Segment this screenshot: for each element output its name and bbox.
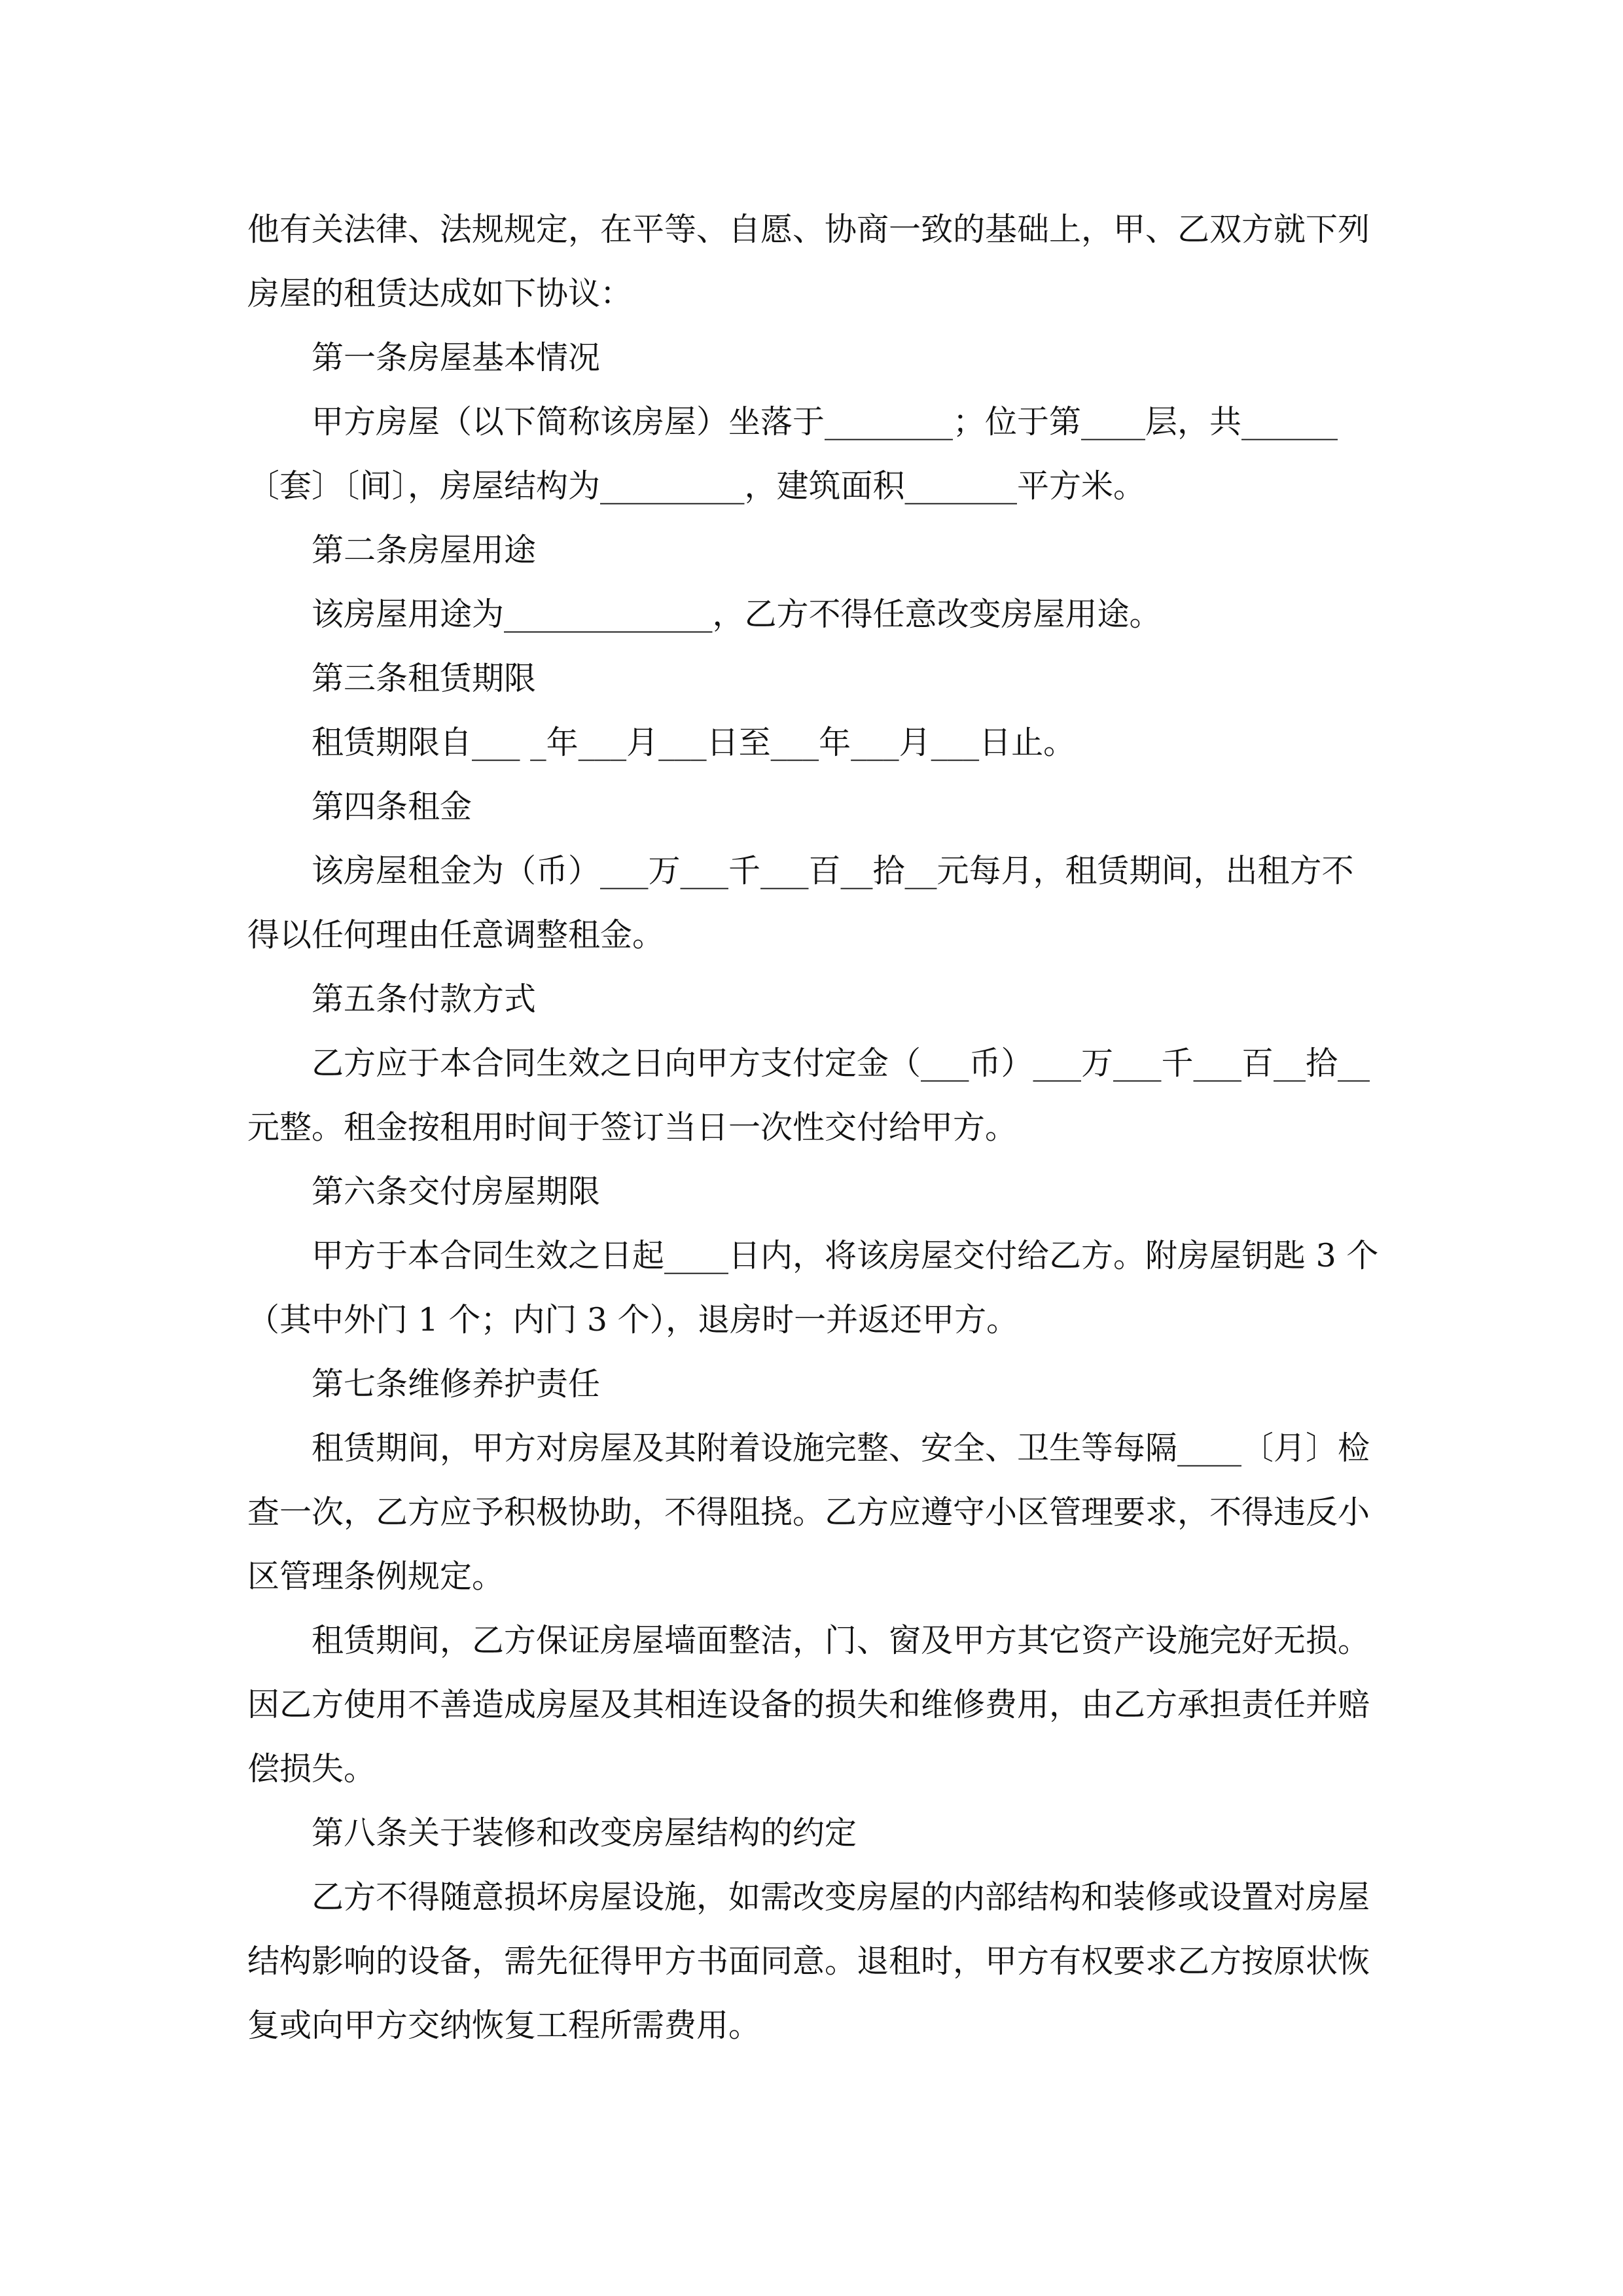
text-line: 租赁期限自___ _年___月___日至___年___月___日止。 bbox=[312, 724, 1076, 761]
article-heading-4: 第四条租金 bbox=[312, 788, 473, 825]
article-heading-7: 第七条维修养护责任 bbox=[312, 1365, 601, 1403]
text-line: 偿损失。 bbox=[247, 1750, 376, 1787]
text-line: 复或向甲方交纳恢复工程所需费用。 bbox=[247, 2007, 761, 2044]
article-heading-5: 第五条付款方式 bbox=[312, 980, 537, 1018]
text-line: 查一次，乙方应予积极协助，不得阻挠。乙方应遵守小区管理要求，不得违反小 bbox=[247, 1494, 1370, 1531]
text-line: 租赁期间，乙方保证房屋墙面整洁，门、窗及甲方其它资产设施完好无损。 bbox=[312, 1622, 1370, 1659]
text-line: 因乙方使用不善造成房屋及其相连设备的损失和维修费用，由乙方承担责任并赔 bbox=[247, 1686, 1370, 1723]
text-line: 结构影响的设备，需先征得甲方书面同意。退租时，甲方有权要求乙方按原状恢 bbox=[247, 1943, 1370, 1980]
text-line: 租赁期间，甲方对房屋及其附着设施完整、安全、卫生等每隔____〔月〕检 bbox=[312, 1429, 1370, 1467]
text-line: 该房屋租金为（币）___万___千___百__拾__元每月，租赁期间，出租方不 bbox=[312, 852, 1354, 889]
text-line: 乙方应于本合同生效之日向甲方支付定金（___币）___万___千___百__拾__ bbox=[312, 1045, 1370, 1082]
text-line: 区管理条例规定。 bbox=[247, 1558, 505, 1595]
text-line: 他有关法律、法规规定，在平等、自愿、协商一致的基础上，甲、乙双方就下列 bbox=[247, 211, 1370, 248]
text-line: 甲方于本合同生效之日起____日内，将该房屋交付给乙方。附房屋钥匙 3 个 bbox=[312, 1237, 1379, 1274]
article-heading-2: 第二条房屋用途 bbox=[312, 531, 537, 569]
text-line: 该房屋用途为_____________，乙方不得任意改变房屋用途。 bbox=[312, 596, 1162, 633]
text-line: 得以任何理由任意调整租金。 bbox=[247, 916, 665, 954]
text-line: 房屋的租赁达成如下协议： bbox=[247, 275, 633, 312]
contract-text bbox=[247, 198, 1383, 2058]
text-line: （其中外门 1 个；内门 3 个），退房时一并返还甲方。 bbox=[247, 1301, 1019, 1338]
article-heading-6: 第六条交付房屋期限 bbox=[312, 1173, 601, 1210]
article-heading-1: 第一条房屋基本情况 bbox=[312, 339, 601, 376]
text-line: 元整。租金按租用时间于签订当日一次性交付给甲方。 bbox=[247, 1109, 1018, 1146]
article-heading-8: 第八条关于装修和改变房屋结构的约定 bbox=[312, 1814, 857, 1852]
text-line: 乙方不得随意损坏房屋设施，如需改变房屋的内部结构和装修或设置对房屋 bbox=[312, 1878, 1370, 1916]
article-heading-3: 第三条租赁期限 bbox=[312, 660, 537, 697]
text-line: 甲方房屋（以下简称该房屋）坐落于________；位于第____层，共______ bbox=[312, 403, 1338, 440]
text-line: 〔套〕〔间〕，房屋结构为_________，建筑面积_______平方米。 bbox=[247, 467, 1146, 505]
